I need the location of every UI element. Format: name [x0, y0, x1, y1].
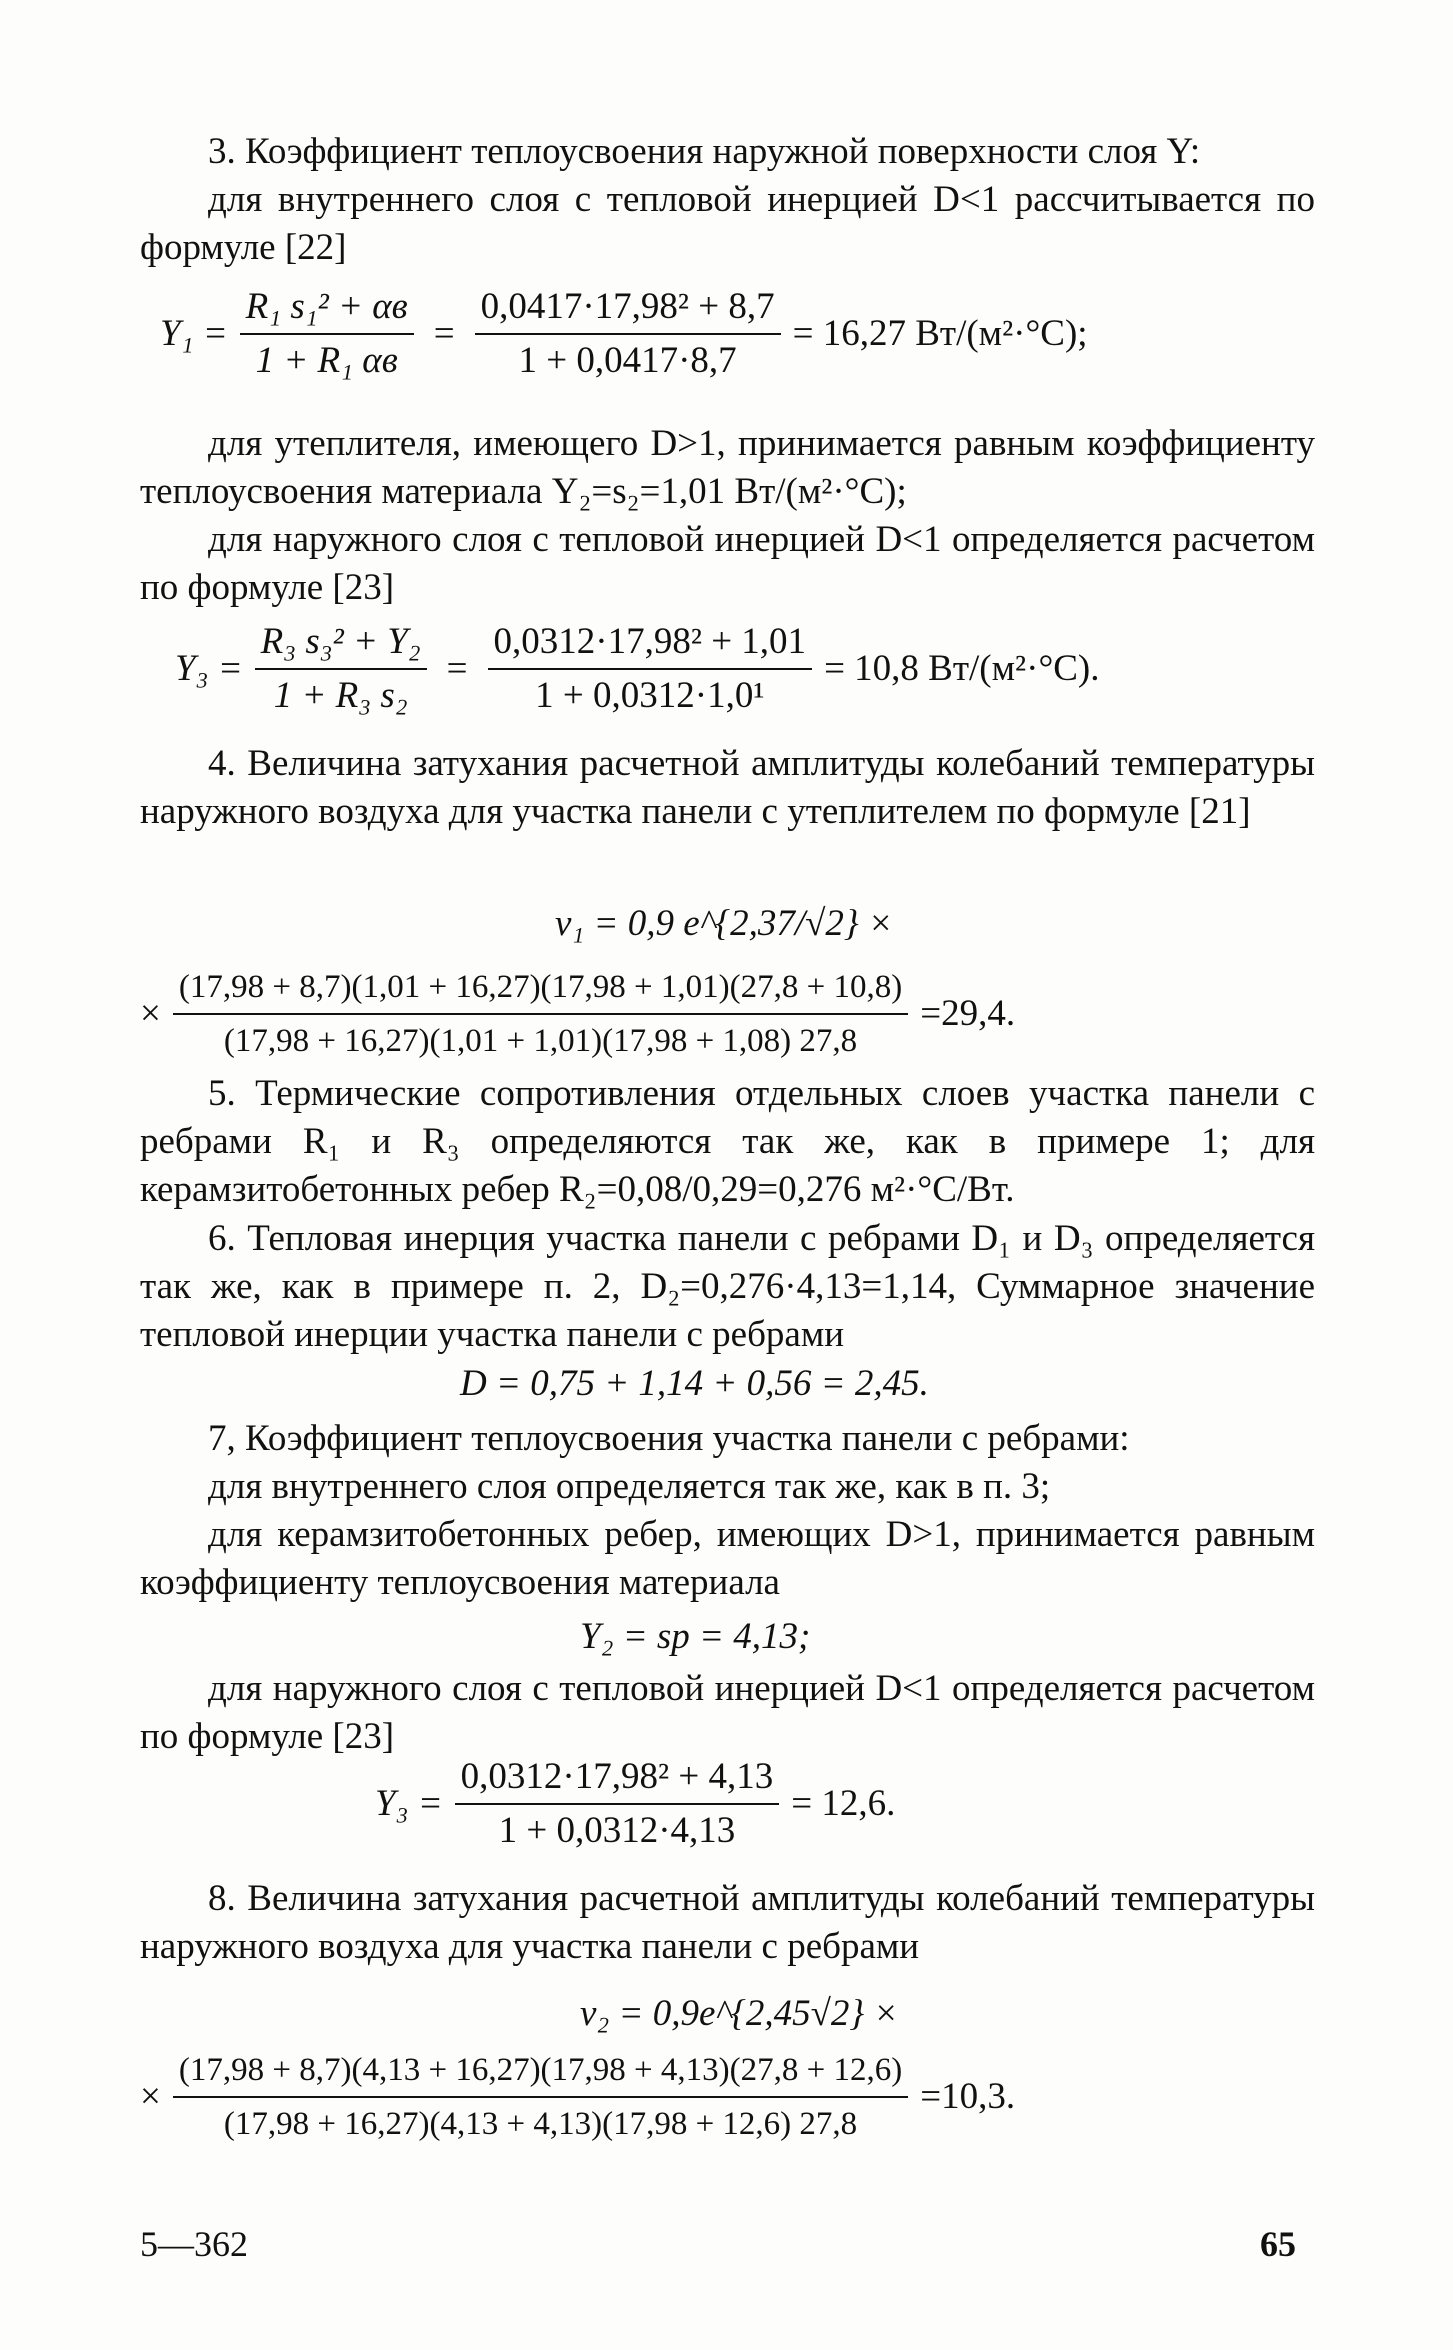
formula-y3a-den2: 1 + 0,0312·1,0¹ — [535, 675, 765, 716]
paragraph-3-inner-layer: для внутреннего слоя с тепловой инерцией D<1 рассчитывается по формуле [22] — [140, 179, 1315, 268]
formula-y3b-den: 1 + 0,0312·4,13 — [498, 1810, 736, 1851]
paragraph-7-title: 7, Коэффициент теплоусвоения участка панели с ребрами: — [208, 1418, 1130, 1459]
formula-y3a-frac-symbolic — [255, 620, 427, 718]
formula-y3a — [175, 620, 1100, 718]
formula-y3a-result: = 10,8 Вт/(м²·°С). — [824, 648, 1100, 689]
formula-y3b-frac — [455, 1755, 780, 1853]
formula-y3b-result: = 12,6. — [791, 1783, 896, 1824]
paragraph-7 — [140, 1415, 1315, 1607]
formula-v1-head-text: ν₁ = 0,9 e^{2,37/√2} × — [555, 903, 893, 944]
formula-v2-result: =10,3. — [920, 2076, 1016, 2117]
formula-y3a-eq: = — [446, 648, 468, 689]
formula-v2-head — [580, 1990, 898, 2038]
paragraph-outer-layer: для наружного слоя с тепловой инерцией D<1 определяется расчетом по формуле [23] — [140, 519, 1315, 608]
paragraph-3 — [140, 128, 1315, 272]
paragraph-insulation-text: для утеплителя, имеющего D>1, принимается равным коэффициенту теплоусвоения материала Y₂=s₂=1,01 Вт/(м²·°С); — [140, 423, 1315, 512]
footer-signature: 5—362 — [140, 2224, 248, 2264]
formula-y3b — [375, 1755, 895, 1853]
formula-y3a-num1: R₃ s₃² + Y₂ — [255, 620, 427, 670]
formula-v2-times: × — [140, 2076, 161, 2117]
formula-y3a-num2: 0,0312·17,98² + 1,01 — [488, 620, 813, 670]
formula-y1-eq: = — [433, 313, 455, 354]
paragraph-6-text: 6. Тепловая инерция участка панели с ребрами D₁ и D₃ определяется так же, как в примере п. 2, D₂=0,276·4,13=1,14, Суммарное значение тепловой инерции участка панели с ребрами — [140, 1218, 1315, 1355]
formula-y1-frac-symbolic — [240, 285, 414, 383]
paragraph-8-text: 8. Величина затухания расчетной амплитуды колебаний температуры наружного воздуха для участка панели с ребрами — [140, 1878, 1315, 1967]
formula-y3b-lhs: Y₃ = — [375, 1783, 443, 1824]
page-number: 65 — [1260, 2224, 1296, 2264]
formula-y1-result: = 16,27 Вт/(м²·°С); — [792, 313, 1088, 354]
formula-y2-text: Y₂ = sр = 4,13; — [580, 1616, 811, 1657]
paragraph-7-outer-text: для наружного слоя с тепловой инерцией D<1 определяется расчетом по формуле [23] — [140, 1668, 1315, 1757]
formula-y1-frac-numeric — [475, 285, 781, 383]
formula-v1-result: =29,4. — [920, 993, 1016, 1034]
formula-y1 — [160, 285, 1088, 383]
formula-v1-head — [555, 900, 893, 948]
formula-y1-den1: 1 + R₁ αв — [255, 340, 398, 381]
formula-y2 — [580, 1613, 810, 1661]
formula-y1-num2: 0,0417·17,98² + 8,7 — [475, 285, 781, 335]
formula-d — [460, 1360, 929, 1408]
paragraph-8 — [140, 1875, 1315, 1971]
paragraph-5-text: 5. Термические сопротивления отдельных слоев участка панели с ребрами R₁ и R₃ определяются так же, как в примере 1; для керамзитобетонных ребер R₂=0,08/0,29=0,276 м²·°С/Вт. — [140, 1073, 1315, 1210]
paragraph-4 — [140, 740, 1315, 836]
formula-y3b-num: 0,0312·17,98² + 4,13 — [455, 1755, 780, 1805]
formula-y1-den2: 1 + 0,0417·8,7 — [518, 340, 737, 381]
formula-v2-num: (17,98 + 8,7)(4,13 + 16,27)(17,98 + 4,13)(27,8 + 12,6) — [173, 2048, 908, 2098]
paragraph-7-ribs: для керамзитобетонных ребер, имеющих D>1, принимается равным коэффициенту теплоусвоения материала — [140, 1514, 1315, 1603]
formula-v2-head-text: ν₂ = 0,9e^{2,45√2} × — [580, 1993, 899, 2034]
paragraph-6 — [140, 1215, 1315, 1359]
paragraph-7-outer — [140, 1665, 1315, 1761]
formula-y1-num1: R₁ s₁² + αв — [240, 285, 414, 335]
paragraph-5 — [140, 1070, 1315, 1214]
formula-v2 — [140, 2048, 1015, 2146]
formula-v2-den: (17,98 + 16,27)(4,13 + 4,13)(17,98 + 12,6) 27,8 — [223, 2106, 858, 2142]
formula-v1-num: (17,98 + 8,7)(1,01 + 16,27)(17,98 + 1,01)(27,8 + 10,8) — [173, 965, 908, 1015]
paragraph-7-inner: для внутреннего слоя определяется так же, как в п. 3; — [208, 1466, 1051, 1507]
formula-v1 — [140, 965, 1015, 1063]
formula-v1-times: × — [140, 993, 161, 1034]
paragraph-insulation — [140, 420, 1315, 612]
paragraph-3-title: 3. Коэффициент теплоусвоения наружной поверхности слоя Y: — [208, 131, 1201, 172]
formula-y1-lhs: Y₁ = — [160, 313, 228, 354]
formula-v2-frac — [173, 2048, 908, 2146]
paragraph-4-text: 4. Величина затухания расчетной амплитуды колебаний температуры наружного воздуха для участка панели с утеплителем по формуле [21] — [140, 743, 1315, 832]
formula-d-text: D = 0,75 + 1,14 + 0,56 = 2,45. — [460, 1363, 929, 1404]
formula-y3a-den1: 1 + R₃ s₂ — [273, 675, 408, 716]
formula-y3a-lhs: Y₃ = — [175, 648, 243, 689]
formula-y3a-frac-numeric — [488, 620, 813, 718]
formula-v1-den: (17,98 + 16,27)(1,01 + 1,01)(17,98 + 1,08) 27,8 — [223, 1023, 858, 1059]
formula-v1-frac — [173, 965, 908, 1063]
